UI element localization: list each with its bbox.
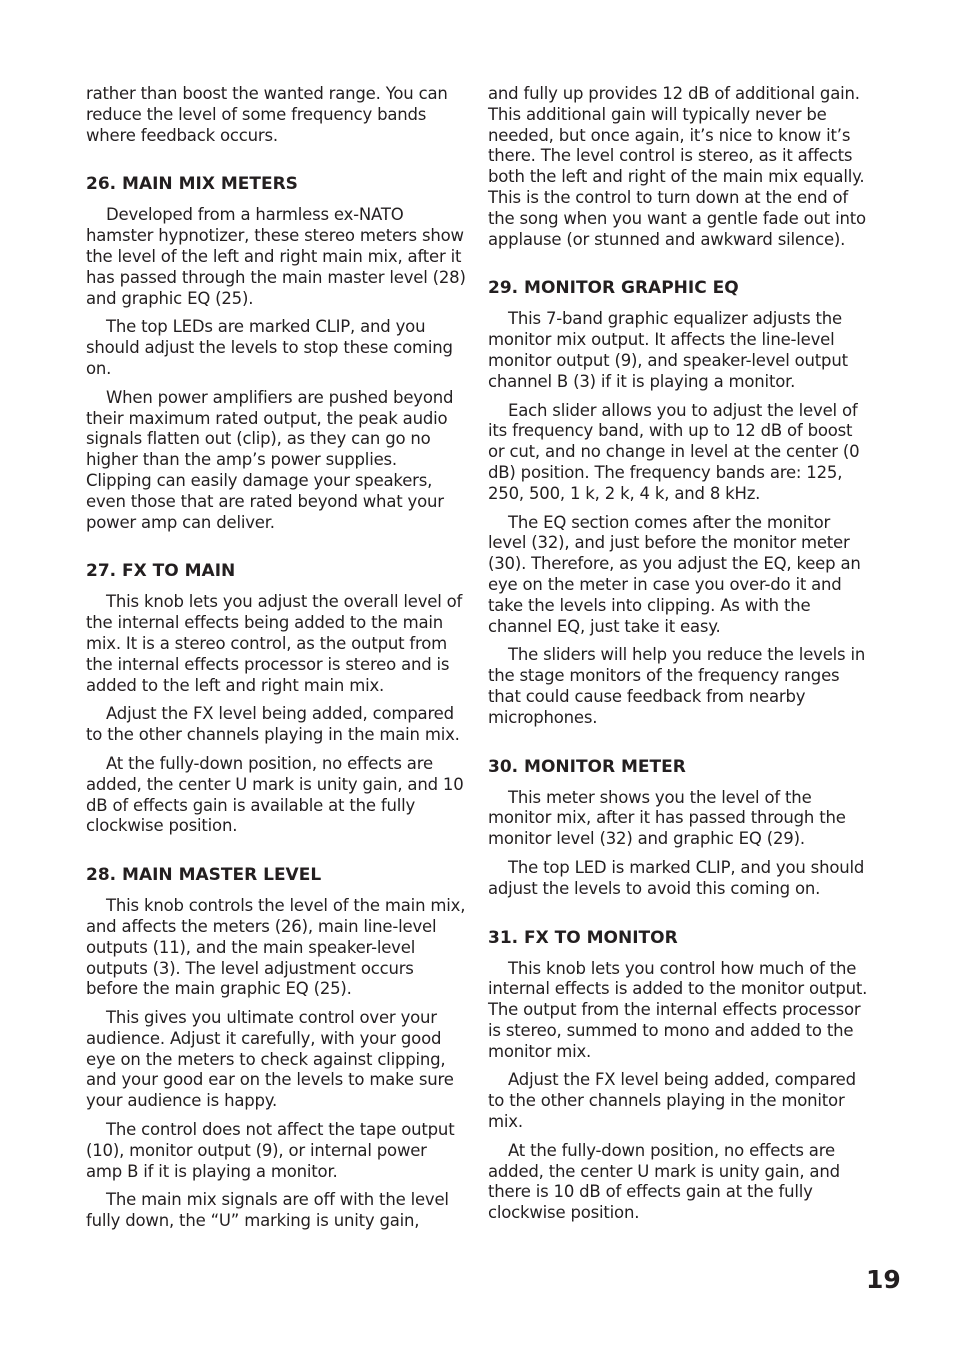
paragraph: The top LED is marked CLIP, and you should adjust the levels to avoid this coming on. — [488, 857, 865, 898]
paragraph: Adjust the FX level being added, compared to the other channels playing in the monitor mix. — [488, 1070, 856, 1132]
paragraph: This gives you ultimate control over your audience. Adjust it carefully, with your good eye on the meters to check against clipping, and your good ear on the levels to make sure your audience is happy. — [86, 1008, 454, 1111]
section-heading-27: 27. FX TO MAIN — [86, 561, 236, 582]
paragraph: The EQ section comes after the monitor level (32), and just before the monitor meter (30). Therefore, as you adjust the EQ, keep an eye on the meter in case you over-do it and take the levels into clipping. As with the channel EQ, just take it easy. — [488, 512, 861, 636]
paragraph: This meter shows you the level of the monitor mix, after it has passed through the monitor level (32) and graphic EQ (29). — [488, 787, 846, 849]
paragraph: The main mix signals are off with the level fully down, the “U” marking is unity gain, — [86, 1190, 449, 1231]
paragraph: Each slider allows you to adjust the level of its frequency band, with up to 12 dB of boost or cut, and no change in level at the center (0 dB) position. The frequency bands are: 125, 250, 500, 1 k, 2 k, 4 k, and 8 kHz. — [488, 400, 860, 503]
paragraph: The control does not affect the tape output (10), monitor output (9), or internal power amp B if it is playing a monitor. — [86, 1120, 455, 1181]
paragraph: This knob lets you control how much of the internal effects is added to the monitor output. The output from the internal effects processor is stereo, summed to mono and added to the monitor mix. — [488, 958, 868, 1061]
paragraph: Developed from a harmless ex-NATO hamster hypnotizer, these stereo meters show the level of the left and right main mix, after it has passed through the main master level (28) and graphic EQ (25). — [86, 205, 466, 308]
paragraph: This 7-band graphic equalizer adjusts the monitor mix output. It affects the line-level monitor output (9), and speaker-level output channel B (3) if it is playing a monitor. — [488, 309, 848, 391]
left-column — [86, 84, 466, 1240]
paragraph: At the fully-down position, no effects are added, the center U mark is unity gain, and 10 dB of effects gain is available at the fully clockwise position. — [86, 753, 464, 836]
paragraph: The top LEDs are marked CLIP, and you should adjust the levels to stop these coming on. — [86, 317, 453, 378]
intro-paragraph: rather than boost the wanted range. You can reduce the level of some frequency bands where feedback occurs. — [86, 84, 448, 145]
right-column — [488, 84, 870, 1232]
section-heading-28: 28. MAIN MASTER LEVEL — [86, 865, 322, 886]
section-heading-31: 31. FX TO MONITOR — [488, 927, 678, 948]
page-number: 19 — [866, 1265, 901, 1294]
paragraph: When power amplifiers are pushed beyond their maximum rated output, the peak audio signals flatten out (clip), as they can go no higher than the amp’s power supplies. Clipping can easily damage your speakers, even those that are rated beyond what your power amp can deliver. — [86, 387, 454, 532]
paragraph: Adjust the FX level being added, compared to the other channels playing in the main mix. — [86, 704, 460, 745]
section-heading-30: 30. MONITOR METER — [488, 756, 686, 777]
paragraph: The sliders will help you reduce the levels in the stage monitors of the frequency ranges that could cause feedback from nearby microphones. — [488, 645, 866, 727]
paragraph: At the fully-down position, no effects are added, the center U mark is unity gain, and there is 10 dB of effects gain at the fully clockwise position. — [488, 1140, 840, 1223]
paragraph: This knob lets you adjust the overall level of the internal effects being added to the main mix. It is a stereo control, as the output from the internal effects processor is stereo and is added to the left and right main mix. — [86, 592, 463, 695]
section-heading-26: 26. MAIN MIX METERS — [86, 174, 298, 195]
paragraph: This knob controls the level of the main mix, and affects the meters (26), main line-level outputs (11), and the main speaker-level outputs (3). The level adjustment occurs before the main graphic EQ (25). — [86, 896, 466, 999]
intro-paragraph: and fully up provides 12 dB of additional gain. This additional gain will typically never be needed, but once again, it’s nice to know it’s there. The level control is stereo, as it affects both the left and right of the main mix equally. This is the control to turn down at the end of the song when you want a gentle fade out into applause (or stunned and awkward silence). — [488, 84, 866, 249]
section-heading-29: 29. MONITOR GRAPHIC EQ — [488, 278, 739, 299]
